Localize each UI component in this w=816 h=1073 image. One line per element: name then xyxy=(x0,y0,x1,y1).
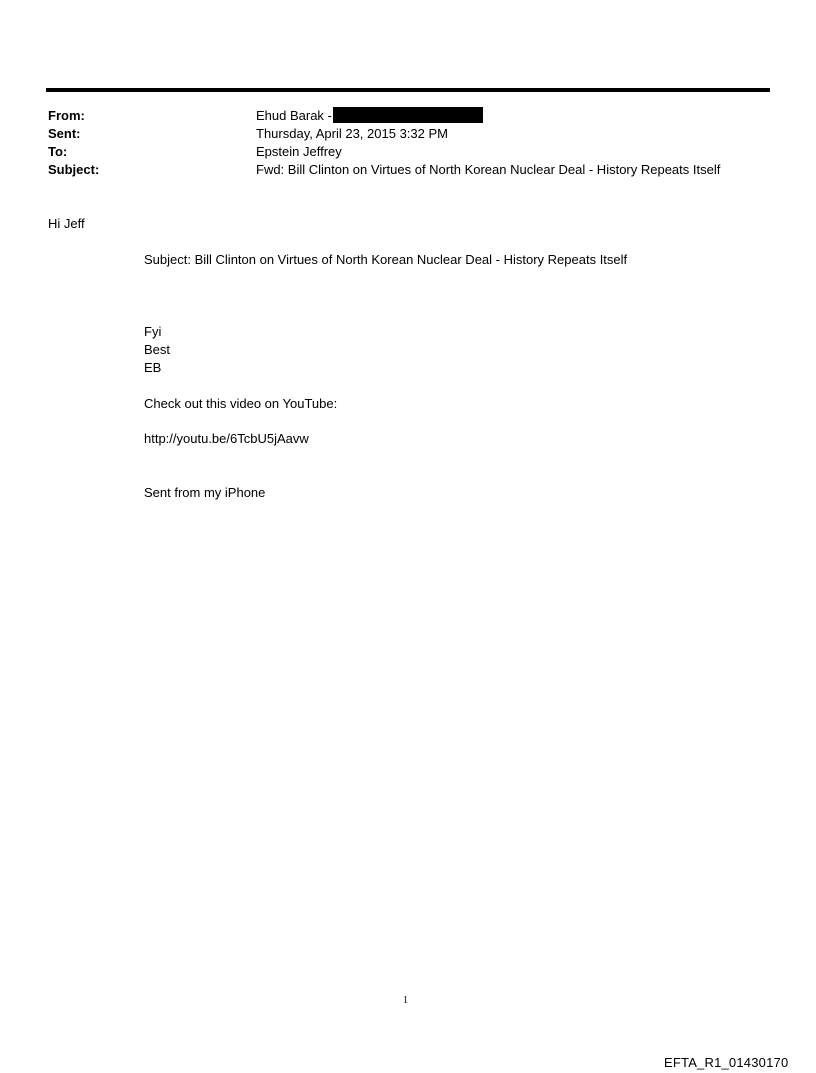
sent-from-footer: Sent from my iPhone xyxy=(144,485,266,500)
best-line: Best xyxy=(144,342,171,357)
forwarded-subject: Subject: Bill Clinton on Virtues of North Korean Nuclear Deal - History Repeats Itself xyxy=(144,252,628,267)
greeting: Hi Jeff xyxy=(48,216,85,231)
fyi-line: Fyi xyxy=(144,324,162,339)
to-value: Epstein Jeffrey xyxy=(256,144,342,159)
video-intro: Check out this video on YouTube: xyxy=(144,396,338,411)
to-label: To: xyxy=(48,144,68,159)
redaction-block xyxy=(333,107,483,123)
sender-name: Ehud Barak - xyxy=(256,108,332,123)
document-id: EFTA_R1_01430170 xyxy=(664,1055,789,1070)
subject-label: Subject: xyxy=(48,162,100,177)
page-number: 1 xyxy=(403,995,408,1006)
video-link[interactable]: http://youtu.be/6TcbU5jAavw xyxy=(144,431,309,446)
from-value xyxy=(256,107,483,125)
from-label: From: xyxy=(48,108,85,123)
header-divider xyxy=(46,88,770,92)
signature-line: EB xyxy=(144,360,162,375)
subject-value: Fwd: Bill Clinton on Virtues of North Korean Nuclear Deal - History Repeats Itself xyxy=(256,162,721,177)
sent-label: Sent: xyxy=(48,126,81,141)
sent-value: Thursday, April 23, 2015 3:32 PM xyxy=(256,126,448,141)
